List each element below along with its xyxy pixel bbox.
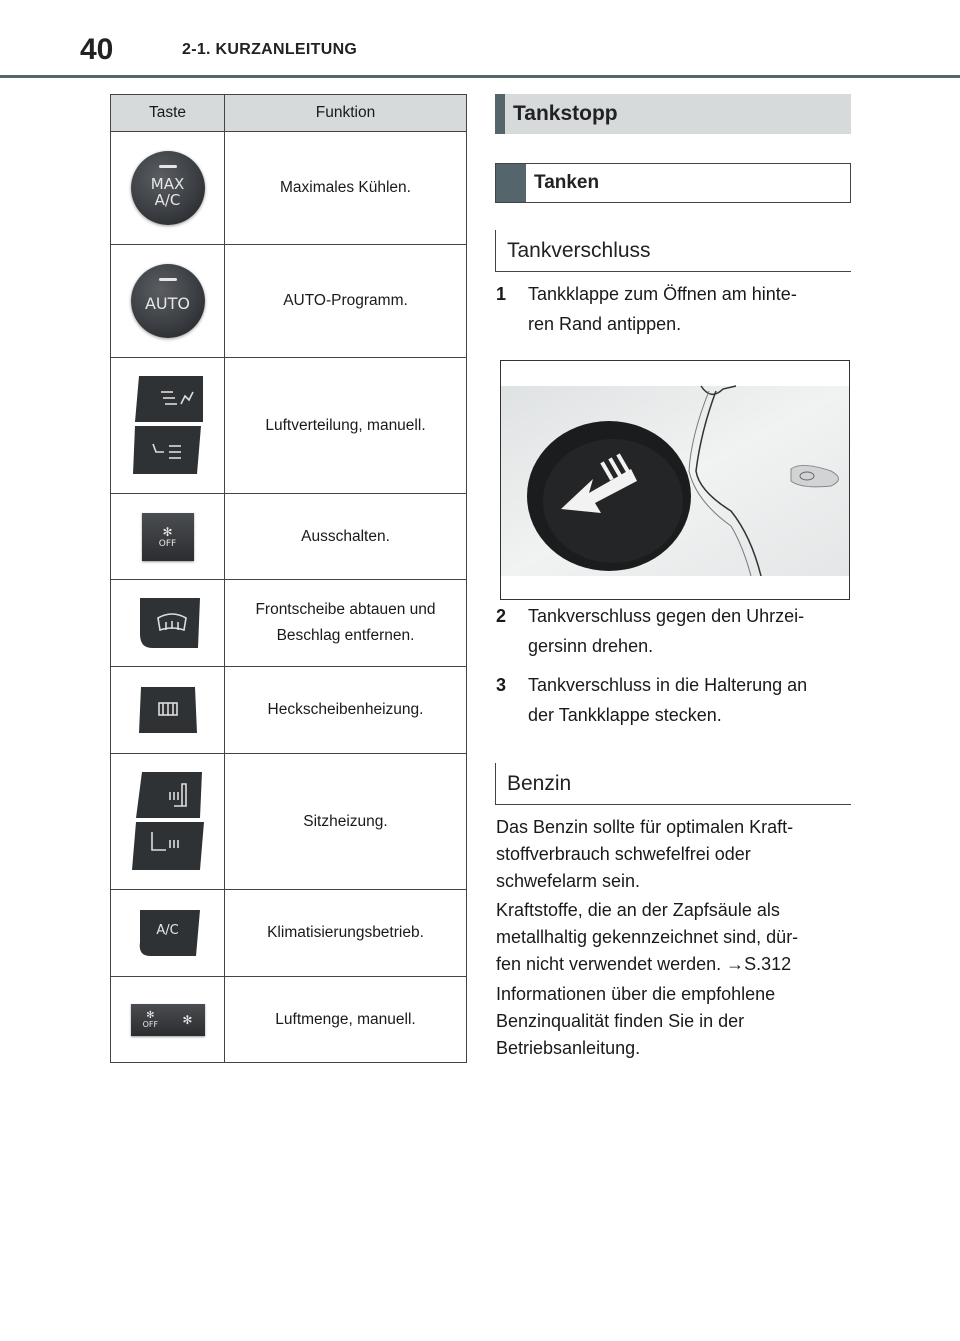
- header-rule: [0, 75, 960, 78]
- function-text: Maximales Kühlen.: [280, 179, 411, 196]
- function-text: Beschlag entfernen.: [276, 627, 415, 644]
- auto-button-icon: AUTO: [131, 264, 205, 338]
- table-row: [111, 494, 466, 580]
- section-title: 2-1. KURZANLEITUNG: [182, 41, 358, 58]
- seat-heating-buttons-icon: [111, 754, 225, 889]
- air-distribution-buttons-icon: [111, 358, 225, 493]
- rear-window-heating-button-icon: [111, 667, 225, 753]
- table-row: [111, 245, 466, 358]
- table-row: [111, 358, 466, 494]
- function-text: Klimatisierungsbetrieb.: [267, 924, 424, 941]
- paragraph-fuel-quality: Informationen über die empfohlene Benzinqualität finden Sie in der Betriebsanleitung.: [496, 984, 776, 1058]
- heading-tankverschluss: Tankverschluss: [495, 230, 851, 272]
- table-header-row: [111, 95, 466, 132]
- function-text: Luftmenge, manuell.: [275, 1010, 416, 1028]
- table-row: [111, 580, 466, 667]
- function-text: Frontscheibe abtauen und: [255, 601, 436, 618]
- page-number: 40: [80, 33, 114, 66]
- step-2: 2 Tankverschluss gegen den Uhrzei- gersinn drehen.: [496, 606, 805, 656]
- windshield-defrost-button-icon: [111, 580, 225, 666]
- paragraph-metal-fuels: Kraftstoffe, die an der Zapfsäule als metallhaltig gekennzeichnet sind, dür- fen nicht verwendet werden. →S.312: [496, 900, 799, 974]
- fan-off-button-icon: ✻ OFF: [142, 513, 194, 561]
- paragraph-sulfur: Das Benzin sollte für optimalen Kraft- stoffverbrauch schwefelfrei oder schwefelarm sein.: [496, 817, 794, 891]
- table-row: [111, 132, 466, 245]
- max-ac-button-icon: MAX A/C: [131, 151, 205, 225]
- column-header-taste: Taste: [111, 95, 225, 131]
- fuel-flap-illustration: [500, 360, 850, 600]
- air-volume-button-icon: ✻ OFF ✻: [131, 1004, 205, 1036]
- table-row: [111, 977, 466, 1062]
- function-text: Ausschalten.: [301, 527, 390, 545]
- ac-button-icon: A/C: [134, 908, 202, 958]
- climate-controls-table: [110, 94, 467, 1063]
- function-text: Sitzheizung.: [303, 812, 388, 830]
- function-text: AUTO-Programm.: [283, 292, 408, 309]
- table-row: [111, 754, 466, 890]
- column-header-funktion: Funktion: [315, 104, 376, 121]
- table-row: [111, 667, 466, 754]
- table-row: [111, 890, 466, 977]
- function-text: Heckscheibenheizung.: [267, 701, 424, 718]
- step-1: 1 Tankklappe zum Öffnen am hinte- ren Rand antippen.: [496, 284, 797, 334]
- step-3: 3 Tankverschluss in die Halterung an der Tankklappe stecken.: [496, 675, 808, 725]
- function-text: Luftverteilung, manuell.: [265, 416, 426, 434]
- heading-benzin: Benzin: [495, 763, 851, 805]
- heading-tanken: Tanken: [495, 163, 851, 203]
- heading-tankstopp: Tankstopp: [495, 94, 851, 134]
